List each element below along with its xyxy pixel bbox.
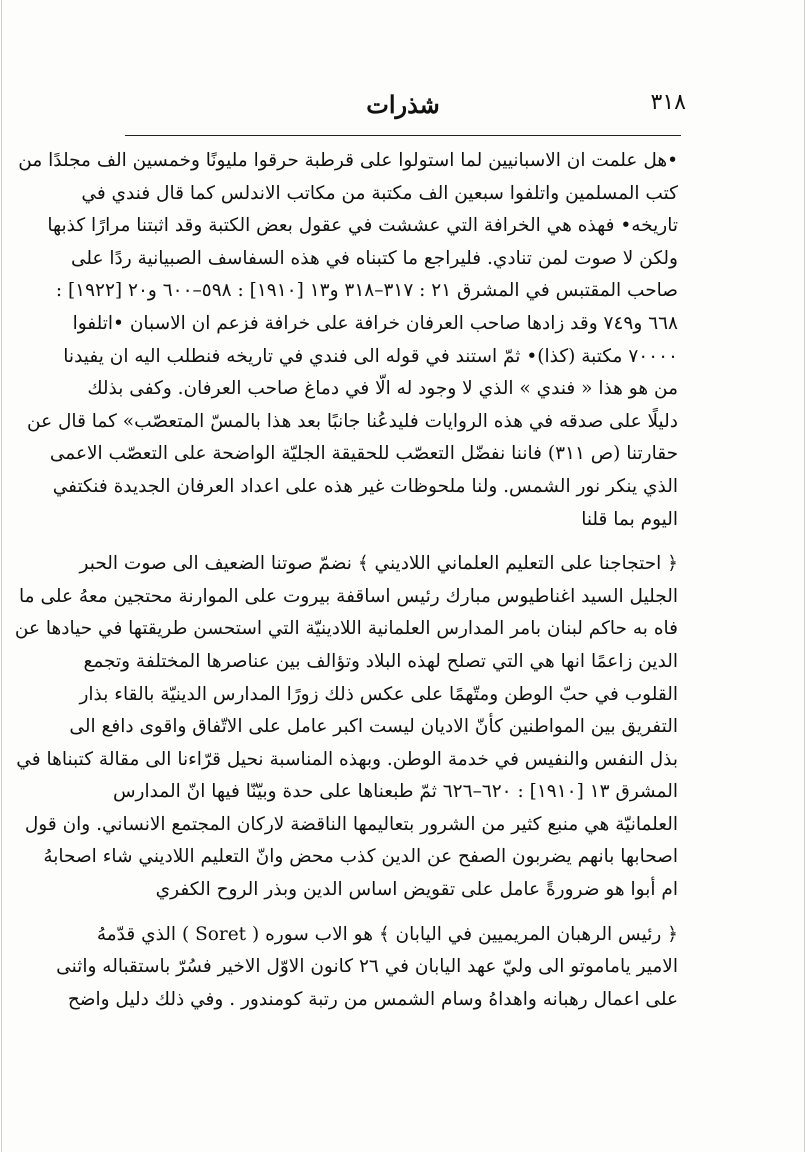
article-body [14,145,678,1016]
header-rule [125,135,681,136]
text-line: اصحابها بانهم يضربون الصفح عن الدين كذب محض وانّ التعليم اللاديني شاء اصحابهُ [43,846,678,868]
scan-edge-right [804,0,805,1152]
section-gap [128,536,678,548]
text-line: الجليل السيد اغناطيوس مبارك رئيس اساقفة بيروت على الموارنة محتجين معهُ على ما [19,585,678,607]
text-line: القلوب في حبّ الوطن ومتّهمًا على عكس ذلك زورًا المدارس الدينيّة بالقاء بذار [79,683,678,705]
text-line: من هو هذا « فندي » الذي لا وجود له الّا في دماغ صاحب العرفان. وكفى بذلك [87,378,678,400]
text-line: الامير ياماموتو الى وليّ عهد اليابان في ٢٦ كانون الاوّل الاخير فسُرّ باستقباله واثنى [56,956,678,978]
scan-edge-left [1,0,2,1152]
text-line: المشرق ١٣ [١٩١٠] : ٦٢٠–٦٢٦ ثمّ طبعناها على حدة وبيّنّا فيها انّ المدارس [112,781,678,803]
page-number: ٣١٨ [650,90,686,115]
text-line: تاريخه• فهذه هي الخرافة التي عششت في عقول بعض الكتبة وقد اثبتنا مرارًا كذبها [47,215,678,237]
text-line: اليوم بما قلنا [581,508,678,530]
text-line: حقارتنا (ص ٣١١) فاننا نفضّل التعصّب للحقيقة الجليّة الواضحة على التعصّب الاعمى [49,443,678,465]
text-line: العلمانيّة هي منبع كثير من الشرور بتعاليمها الناقضة لاركان المجتمع الانساني. وان قول [24,813,678,835]
text-line: التفريق بين المواطنين كأنّ الاديان ليست اكبر عامل على الاتّفاق واقوى دافع الى [69,716,678,738]
text-line: ٦٦٨ و٧٤٩ وقد زادها صاحب العرفان خرافة على خرافة فزعم ان الاسبان •اتلفوا [72,312,678,334]
section-gap [128,907,678,919]
running-title: شذرات [366,90,440,119]
text-line: ولكن لا صوت لمن تنادي. فليراجع ما كتبناه في هذه السفاسف الصبيانية ردًا على [70,247,678,269]
text-line: صاحب المقتبس في المشرق ٢١ : ٣١٧–٣١٨ و١٣ [١٩١٠] : ٥٩٨–٦٠٠ و٢٠ [١٩٢٢] : [55,280,678,302]
text-line: ٧٠٠٠٠ مكتبة (كذا)• ثمّ استند في قوله الى فندي في تاريخه فنطلب اليه ان يفيدنا [63,345,678,367]
text-line: الذي ينكر نور الشمس. ولنا ملحوظات غير هذه على اعداد العرفان الجديدة فنكتفي [52,475,678,497]
text-line: دليلًا على صدقه في هذه الروايات فليدعُنا جانبًا بعد هذا بالمسّ المتعصّب» كما قال عن [26,410,678,432]
text-line: •هل علمت ان الاسبانيين لما استولوا على قرطبة حرقوا مليونًا وخمسين الف مجلدًا من [18,150,678,171]
text-line: ﴿ رئيس الرهبان المريميين في اليابان ﴾ هو الاب سوره ( Soret ) الذي قدّمهُ [96,923,678,945]
text-line: كتب المسلمين واتلفوا سبعين الف مكتبة من مكاتب الاندلس كما قال فندي في [81,182,678,204]
text-line: ام أبوا هو ضرورةً عامل على تقويض اساس الدين وبذر الروح الكفري [155,879,678,901]
page-header [120,90,686,130]
text-line: على اعمال رهبانه واهداهُ وسام الشمس من رتبة كومندور . وفي ذلك دليل واضح [67,988,678,1010]
text-line: الدين زاعمًا انها هي التي تصلح لهذه البلاد وتؤالف بين عناصرها المختلفة وتجمع [83,650,678,672]
text-line: ﴿ احتجاجنا على التعليم العلماني اللاديني ﴾ نضمّ صوتنا الضعيف الى صوت الحبر [79,553,678,575]
text-line: فاه به حاكم لبنان بامر المدارس العلمانية اللادينيّة التي استحسن طريقتها في حيادها عن [14,618,678,640]
text-line: بذل النفس والنفيس في خدمة الوطن. وبهذه المناسبة نحيل قرّاءنا الى مقالة كتبناها في [16,748,678,770]
